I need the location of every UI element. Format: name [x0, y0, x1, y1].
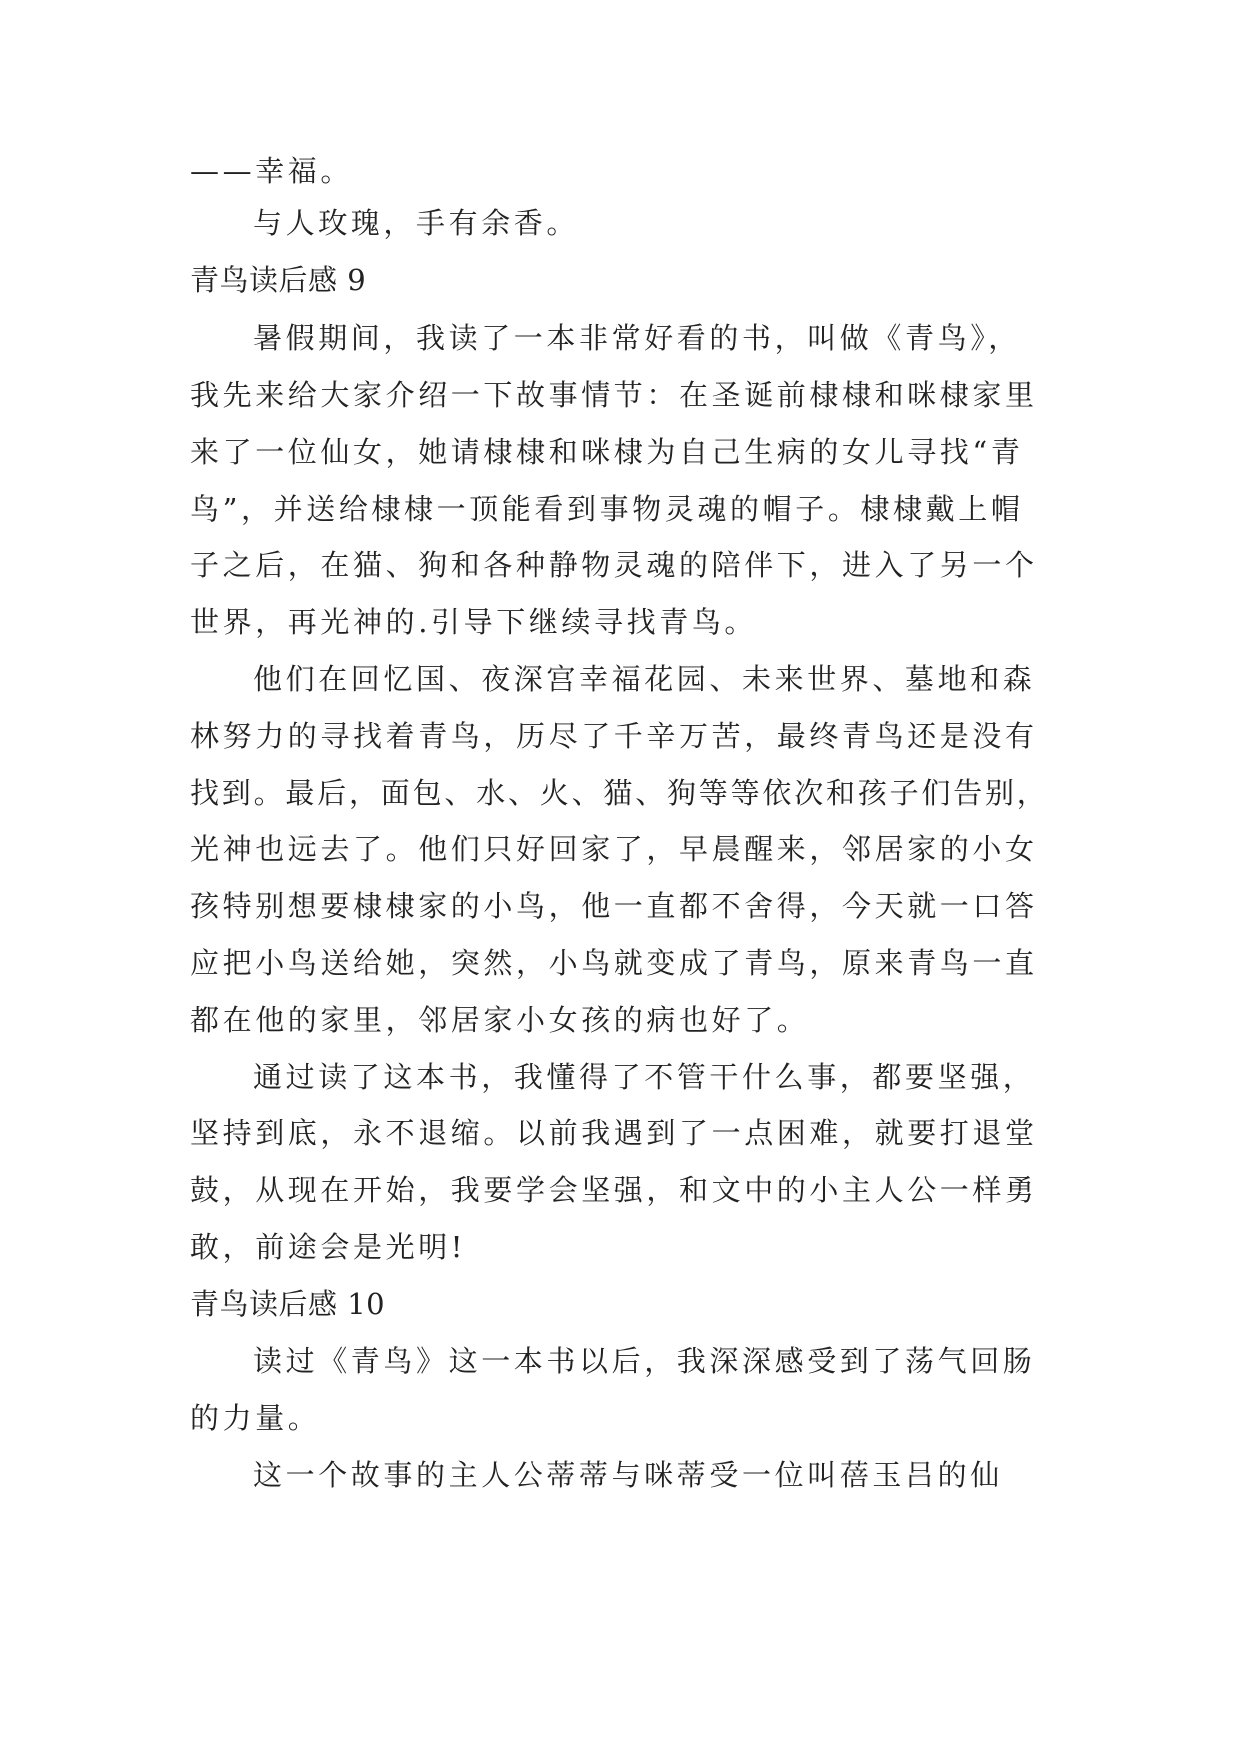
paragraph-line: 鸟”，并送给棣棣一顶能看到事物灵魂的帽子。棣棣戴上帽 [190, 492, 1024, 526]
paragraph-line: 通过读了这本书，我懂得了不管干什么事，都要坚强， [253, 1060, 1036, 1094]
paragraph-line: 读过《青鸟》这一本书以后，我深深感受到了荡气回肠 [253, 1344, 1036, 1378]
paragraph-line: 林努力的寻找着青鸟，历尽了千辛万苦，最终青鸟还是没有 [190, 719, 1038, 753]
paragraph-line: 子之后，在猫、狗和各种静物灵魂的陪伴下，进入了另一个 [190, 548, 1038, 582]
paragraph-line: 找到。最后，面包、水、火、猫、狗等等依次和孩子们告别， [190, 776, 1049, 810]
paragraph-line: 我先来给大家介绍一下故事情节：在圣诞前棣棣和咪棣家里 [190, 378, 1038, 412]
paragraph-line: 都在他的家里，邻居家小女孩的病也好了。 [190, 1003, 810, 1037]
paragraph-line: 孩特别想要棣棣家的小鸟，他一直都不舍得，今天就一口答 [190, 889, 1038, 923]
paragraph-line: 世界，再光神的.引导下继续寻找青鸟。 [190, 605, 758, 639]
paragraph-line: 光神也远去了。他们只好回家了，早晨醒来，邻居家的小女 [190, 832, 1038, 866]
paragraph-line: 的力量。 [190, 1401, 321, 1435]
paragraph-line: 来了一位仙女，她请棣棣和咪棣为自己生病的女儿寻找“青 [190, 435, 1024, 469]
paragraph-line: 这一个故事的主人公蒂蒂与咪蒂受一位叫蓓玉吕的仙 [253, 1458, 1003, 1492]
paragraph-line: 应把小鸟送给她，突然，小鸟就变成了青鸟，原来青鸟一直 [190, 946, 1038, 980]
section-heading: 青鸟读后感 10 [190, 1287, 386, 1321]
section-heading: 青鸟读后感 9 [190, 263, 367, 297]
text-line: 与人玫瑰，手有余香。 [253, 206, 580, 240]
text-line: ——幸福。 [190, 154, 354, 188]
paragraph-line: 敢，前途会是光明! [190, 1230, 467, 1264]
paragraph-line: 他们在回忆国、夜深宫幸福花园、未来世界、墓地和森 [253, 662, 1036, 696]
paragraph-line: 鼓，从现在开始，我要学会坚强，和文中的小主人公一样勇 [190, 1173, 1038, 1207]
paragraph-line: 暑假期间，我读了一本非常好看的书，叫做《青鸟》， [253, 321, 1021, 355]
paragraph-line: 坚持到底，永不退缩。以前我遇到了一点困难，就要打退堂 [190, 1116, 1038, 1150]
